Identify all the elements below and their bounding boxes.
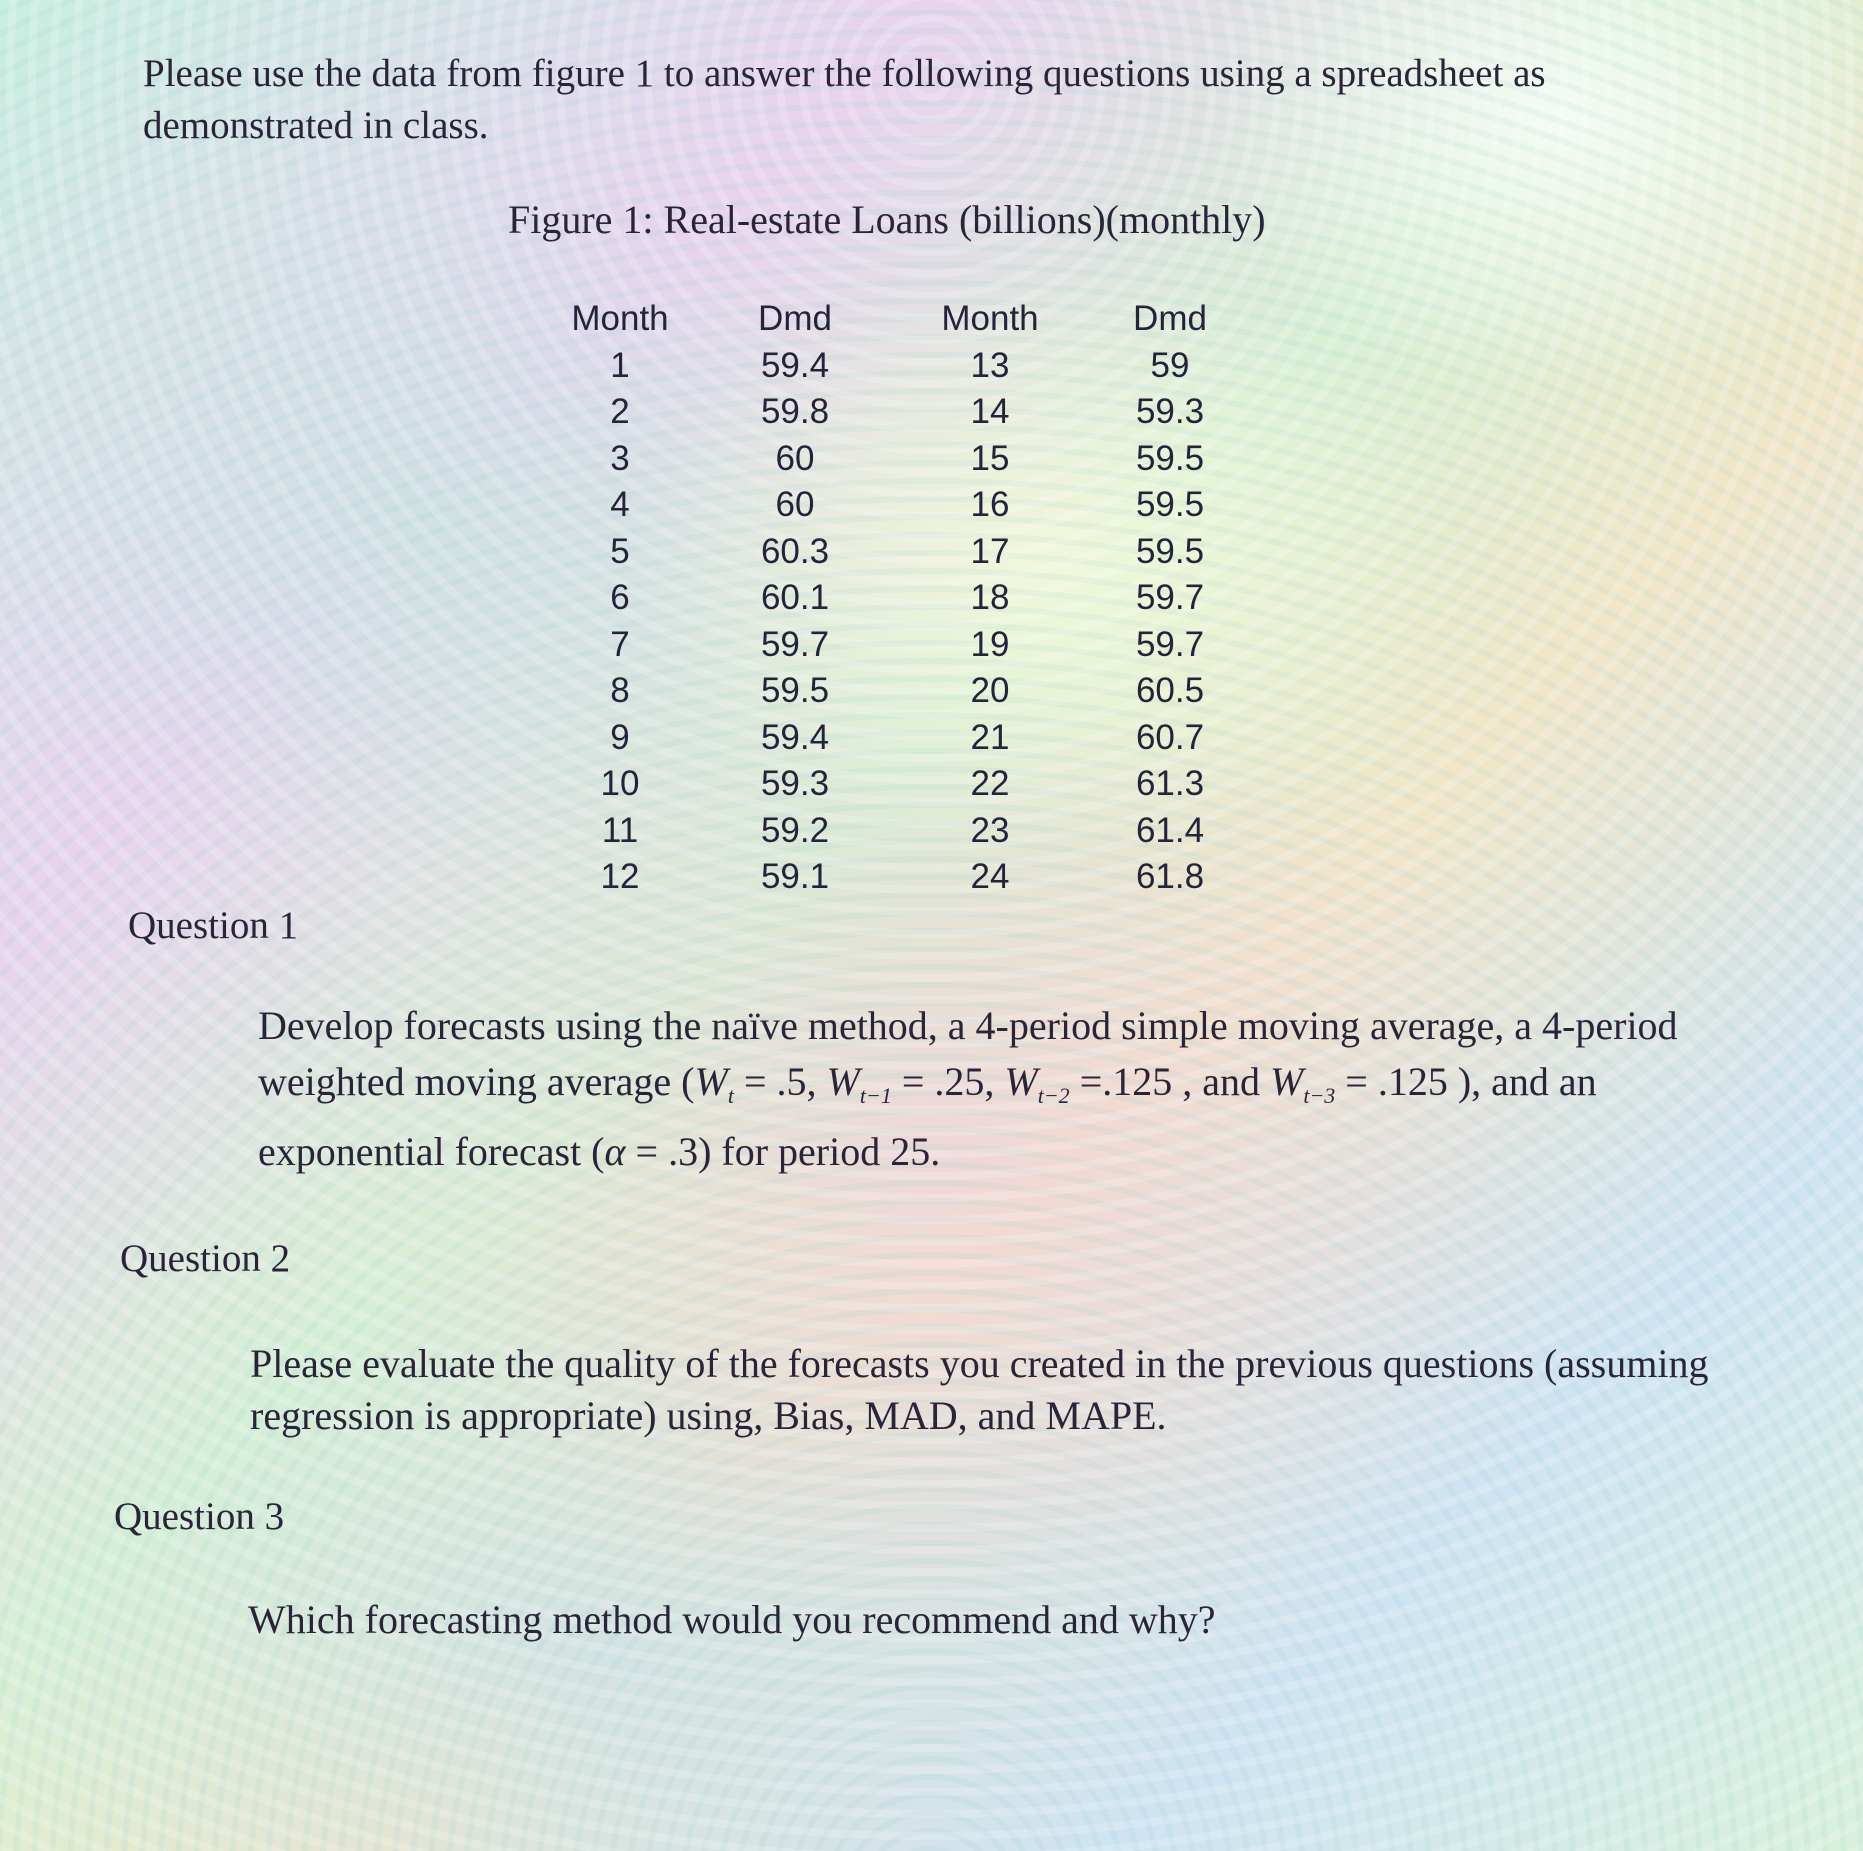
weight-symbol: W: [1270, 1059, 1304, 1104]
demand-cell: 59.7: [1135, 624, 1205, 664]
demand-cell: 59.8: [760, 392, 830, 432]
demand-cell: 60.1: [760, 578, 830, 618]
month-cell: 22: [970, 764, 1010, 804]
q1-text-end: = .3) for period 25.: [625, 1129, 941, 1174]
demand-cell: 59.3: [1135, 392, 1205, 432]
month-cell: 15: [970, 438, 1010, 478]
demand-cell: 59.3: [760, 764, 830, 804]
table-row: [560, 436, 1270, 483]
month-cell: 6: [610, 578, 630, 618]
table-row: [560, 715, 1270, 762]
weight-symbol: W: [694, 1059, 728, 1104]
weight-subscript: t−2: [1037, 1083, 1070, 1108]
demand-cell: 59.5: [1135, 485, 1205, 525]
question-2-label: Question 2: [120, 1237, 291, 1280]
figure-title: Figure 1: Real-estate Loans (billions)(monthly): [508, 197, 1266, 242]
demand-cell: 59.7: [760, 624, 830, 664]
month-cell: 17: [970, 531, 1010, 571]
demand-cell: 60.5: [1135, 671, 1205, 711]
demand-cell: 59: [1150, 345, 1190, 385]
demand-cell: 59.4: [760, 717, 830, 757]
weight-value: = .125 ), and an exponential forecast (: [258, 1059, 1597, 1174]
question-1-text: [258, 998, 1748, 1180]
column-header: Month: [941, 299, 1039, 339]
demand-cell: 59.4: [760, 345, 830, 385]
table-row: [560, 389, 1270, 436]
month-cell: 4: [610, 485, 630, 525]
month-cell: 1: [610, 345, 630, 385]
demand-cell: 61.8: [1135, 857, 1205, 897]
month-cell: 3: [610, 438, 630, 478]
month-cell: 16: [970, 485, 1010, 525]
month-cell: 23: [970, 810, 1010, 850]
month-cell: 8: [610, 671, 630, 711]
weight-value: = .5,: [733, 1059, 827, 1104]
month-cell: 18: [970, 578, 1010, 618]
weight-subscript: t: [727, 1083, 734, 1108]
question-1-label: Question 1: [128, 904, 299, 947]
month-cell: 24: [970, 857, 1010, 897]
table-row: [560, 529, 1270, 576]
table-row: [560, 808, 1270, 855]
column-header: Month: [571, 299, 669, 339]
table-row: [560, 482, 1270, 529]
month-cell: 20: [970, 671, 1010, 711]
month-cell: 12: [600, 857, 640, 897]
demand-cell: 59.1: [760, 857, 830, 897]
table-row: [560, 575, 1270, 622]
demand-cell: 59.5: [760, 671, 830, 711]
demand-cell: 60.7: [1135, 717, 1205, 757]
question-2-text: Please evaluate the quality of the forecasts you created in the previous questions (assuming regression is appropriate) using, Bias, MAD, and MAPE.: [250, 1341, 1709, 1438]
weight-value: = .25,: [891, 1059, 1005, 1104]
table-body: [560, 343, 1270, 901]
question-3-text: Which forecasting method would you recommend and why?: [248, 1597, 1216, 1642]
weight-symbol: W: [826, 1059, 860, 1104]
q1-text-start: Develop forecasts using the naïve method, a 4-period simple moving average, a 4-period weighted moving average (: [258, 1003, 1678, 1104]
weight-value: =.125 , and: [1069, 1059, 1270, 1104]
month-cell: 19: [970, 624, 1010, 664]
month-cell: 5: [610, 531, 630, 571]
month-cell: 14: [970, 392, 1010, 432]
column-header: Dmd: [758, 299, 832, 339]
demand-cell: 61.4: [1135, 810, 1205, 850]
table-header-row: [560, 296, 1270, 343]
demand-cell: 60: [775, 438, 815, 478]
weight-symbol: W: [1004, 1059, 1038, 1104]
table-row: [560, 622, 1270, 669]
month-cell: 10: [600, 764, 640, 804]
alpha-symbol: α: [604, 1129, 626, 1174]
demand-cell: 59.2: [760, 810, 830, 850]
demand-cell: 59.5: [1135, 531, 1205, 571]
table-row: [560, 668, 1270, 715]
loans-table: [560, 296, 1270, 901]
demand-cell: 59.7: [1135, 578, 1205, 618]
weight-subscript: t−1: [859, 1083, 892, 1108]
column-header: Dmd: [1133, 299, 1207, 339]
month-cell: 11: [601, 810, 639, 850]
table-row: [560, 854, 1270, 901]
demand-cell: 60.3: [760, 531, 830, 571]
month-cell: 21: [970, 717, 1010, 757]
month-cell: 13: [970, 345, 1010, 385]
table-row: [560, 343, 1270, 390]
demand-cell: 61.3: [1135, 764, 1205, 804]
month-cell: 7: [610, 624, 630, 664]
month-cell: 2: [610, 392, 630, 432]
intro-text: Please use the data from figure 1 to answer the following questions using a spreadsheet as demonstrated in class.: [143, 52, 1546, 147]
question-3-label: Question 3: [114, 1495, 285, 1538]
weight-subscript: t−3: [1303, 1083, 1336, 1108]
demand-cell: 59.5: [1135, 438, 1205, 478]
demand-cell: 60: [775, 485, 815, 525]
table-row: [560, 761, 1270, 808]
month-cell: 9: [610, 717, 630, 757]
